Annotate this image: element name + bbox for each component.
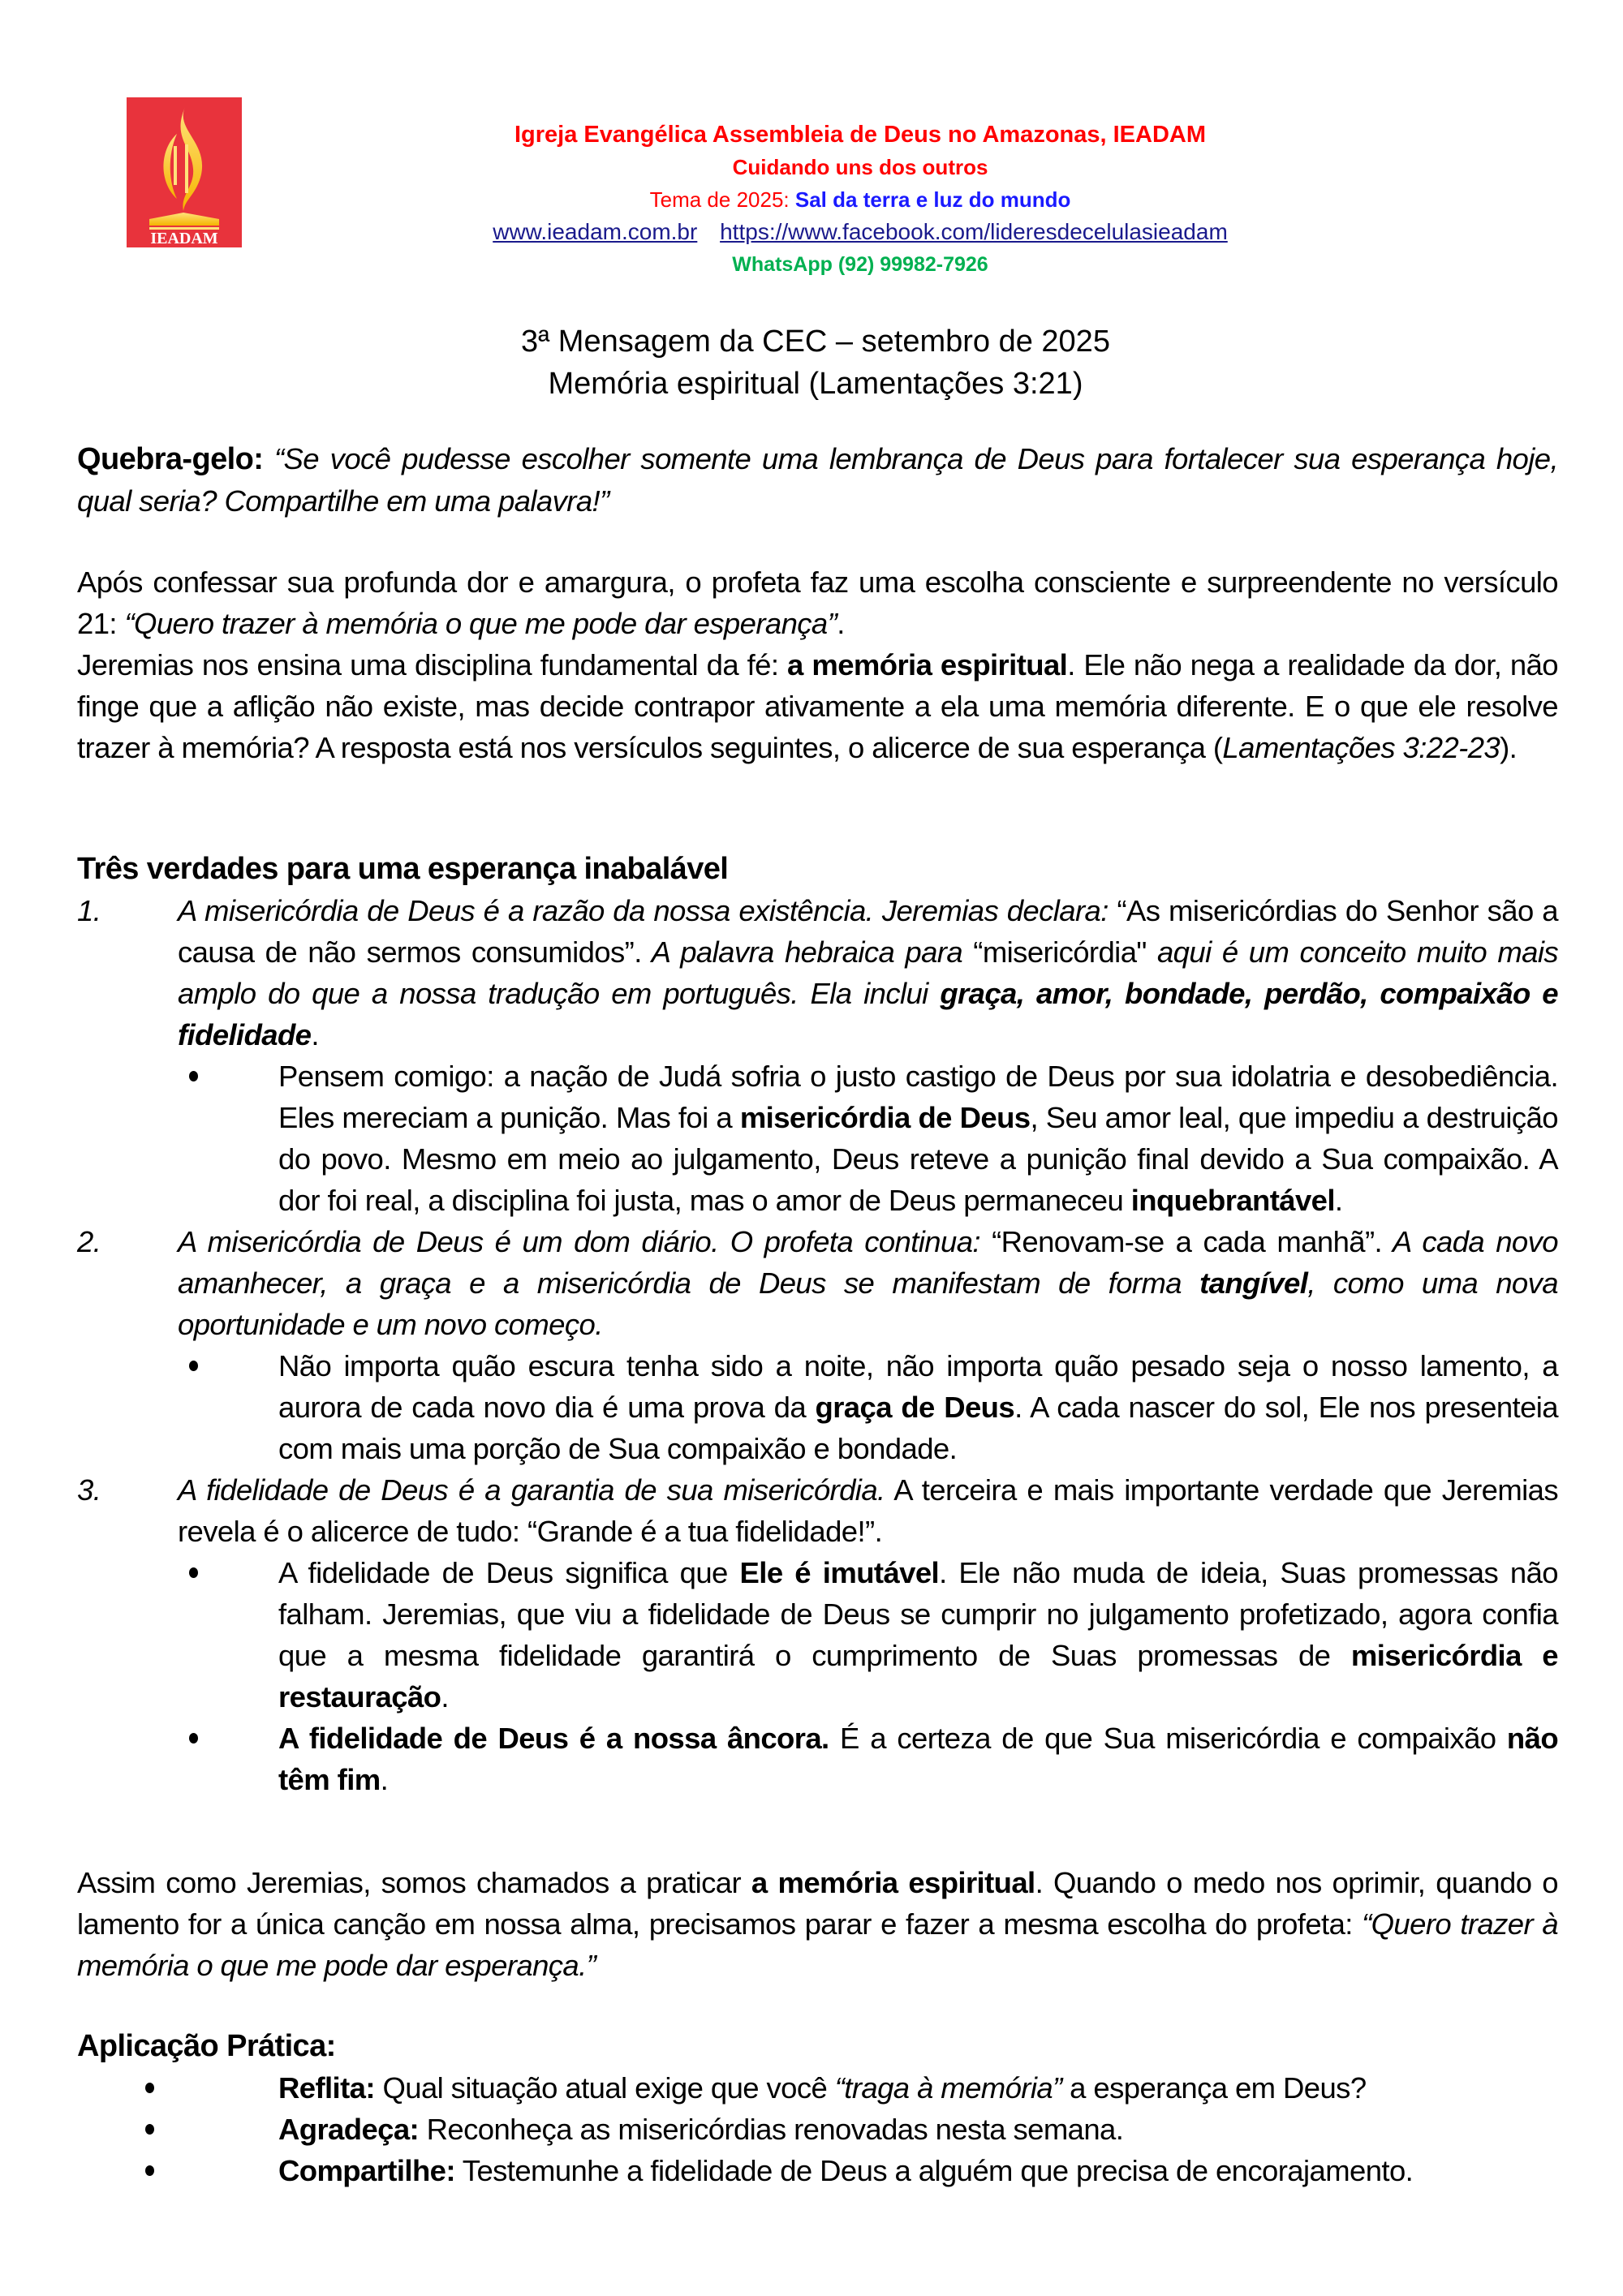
title-line-2: Memória espiritual (Lamentações 3:21) (548, 367, 1083, 401)
intro-section (77, 561, 1558, 768)
emphasis: a memória espiritual (751, 1866, 1035, 1899)
verse-quote: “Quero trazer à memória o que me pode dar esperança.” (77, 1907, 1558, 1982)
text: A palavra hebraica para (641, 935, 974, 969)
text: . (1374, 1225, 1383, 1258)
truth-item-3 (77, 1469, 1558, 1552)
emphasis: graça de Deus (815, 1391, 1015, 1424)
truth-item-1 (77, 890, 1558, 1056)
text: . Quando o medo nos oprimir, quando o lamento for a única canção em nossa alma, precisamos parar e fazer a mesma escolha do profeta: (77, 1866, 1558, 1941)
text: A terceira e mais importante verdade que Jeremias revela é o alicerce de tudo: “Grande é a tua fidelidade!”. (178, 1473, 1558, 1548)
item-number: 2. (77, 1225, 101, 1258)
bullet-icon (178, 1056, 278, 1097)
theme (292, 183, 1428, 216)
quote: “Renovam-se a cada manhã” (992, 1225, 1375, 1258)
emphasis: graça, amor, bondade, perdão, compaixão e fidelidade (178, 977, 1558, 1051)
bullet-icon (134, 2067, 235, 2109)
emphasis: misericórdia e restauração (278, 1639, 1559, 1713)
conclusion (77, 1862, 1558, 1986)
item-label: Reflita: (278, 2071, 375, 2105)
bullet-icon (178, 1345, 278, 1387)
bullet-icon (134, 2150, 235, 2191)
whatsapp-contact: WhatsApp (92) 99982-7926 (732, 253, 988, 276)
ieadam-logo (127, 97, 242, 247)
logo-text: IEADAM (150, 230, 218, 247)
text: A fidelidade de Deus é a garantia de sua misericórdia. (178, 1473, 885, 1507)
text: Qual situação atual exige que você (374, 2071, 835, 2105)
church-header (292, 118, 1428, 281)
text: aqui é um conceito muito mais amplo do que a nossa tradução em português. Ela inclui (178, 935, 1558, 1010)
item-number: 1. (77, 894, 101, 927)
text: a esperança em Deus? (1061, 2071, 1367, 2105)
bullet-item (77, 1345, 1558, 1469)
section-heading: Três verdades para uma esperança inabalável (77, 852, 729, 886)
application-item-thank (77, 2109, 1558, 2150)
bullet-item (77, 1056, 1558, 1221)
text: Testemunhe a fidelidade de Deus a alguém que precisa de encorajamento. (454, 2154, 1414, 2187)
text: A cada novo amanhecer, a graça e a misericórdia de Deus se manifestam de forma (178, 1225, 1558, 1300)
text: Após confessar sua profunda dor e amargura, o profeta faz uma escolha consciente e surpreendente no versículo 21: (77, 565, 1558, 640)
bullet-icon (178, 1718, 278, 1759)
verse-quote: “Quero trazer à memória o que me pode dar esperança” (124, 607, 837, 640)
theme-value: Sal da terra e luz do mundo (794, 187, 1071, 212)
emphasis: inquebrantável (1130, 1184, 1335, 1217)
icebreaker-label: Quebra-gelo: (77, 442, 264, 476)
text: Pensem comigo: a nação de Judá sofria o justo castigo de Deus por sua idolatria e desobediência. Eles mereciam a punição. Mas foi a (278, 1060, 1558, 1134)
bible-reference: Lamentações 3:22-23 (1222, 731, 1500, 764)
emphasis: tangível (1199, 1266, 1308, 1300)
bullet-icon (134, 2109, 235, 2150)
text: . (634, 935, 642, 969)
icebreaker-text: “Se você pudesse escolher somente uma lembrança de Deus para fortalecer sua esperança hoje, qual seria? Compartilhe em uma palavra!” (77, 442, 1558, 518)
truth-item-2 (77, 1221, 1558, 1345)
title-line-1: 3ª Mensagem da CEC – setembro de 2025 (521, 325, 1110, 359)
quote: “traga à memória” (834, 2071, 1062, 2105)
text: . (380, 1763, 389, 1796)
emphasis: a memória espiritual (787, 648, 1068, 681)
text: É a certeza de que Sua misericórdia e compaixão (829, 1722, 1507, 1755)
emphasis: Ele é imutável (739, 1556, 940, 1589)
icebreaker (77, 438, 1558, 522)
text: . (441, 1680, 449, 1713)
facebook-link[interactable]: https://www.facebook.com/lideresdecelulasieadam (720, 219, 1228, 244)
intro-paragraph-2 (77, 644, 1558, 768)
text: . (837, 607, 845, 640)
motto: Cuidando uns dos outros (732, 155, 988, 179)
bullet-item (77, 1552, 1558, 1718)
emphasis: não têm fim (278, 1722, 1559, 1796)
item-label: Agradeça: (278, 2113, 420, 2146)
bullet-icon (178, 1552, 278, 1593)
emphasis: A fidelidade de Deus é a nossa âncora. (278, 1722, 829, 1755)
application-item-share (77, 2150, 1558, 2191)
item-label: Compartilhe: (278, 2154, 455, 2187)
text: , Seu amor leal, que impediu a destruição do povo. Mesmo em meio ao julgamento, Deus reteve a punição final devido a Sua compaixão. A dor foi real, a disciplina foi justa, mas o amor de Deus permaneceu (278, 1101, 1558, 1217)
text: . A cada nascer do sol, Ele nos presenteia com mais uma porção de Sua compaixão e bondade. (278, 1391, 1559, 1465)
application-item-reflect (77, 2067, 1558, 2109)
text: A misericórdia de Deus é um dom diário. O profeta continua: (178, 1225, 992, 1258)
text: A misericórdia de Deus é a razão da nossa existência. Jeremias declara: (178, 894, 1117, 927)
theme-label: Tema de 2025: (649, 187, 790, 212)
section-heading: Aplicação Prática: (77, 2029, 336, 2063)
quote: “misericórdia" (973, 935, 1147, 969)
site-link[interactable]: www.ieadam.com.br (493, 219, 698, 244)
bullet-item (77, 1718, 1558, 1800)
emphasis: misericórdia de Deus (739, 1101, 1031, 1134)
links (292, 216, 1428, 248)
text: Assim como Jeremias, somos chamados a praticar (77, 1866, 751, 1899)
truths-section (77, 849, 1558, 1800)
text: . Ele não nega a realidade da dor, não finge que a aflição não existe, mas decide contrapor ativamente a ela uma memória diferente. E o que ele resolve trazer à memória? A resposta está nos versículos seguintes, o alicerce de sua esperança ( (77, 648, 1558, 764)
text: Reconheça as misericórdias renovadas nesta semana. (419, 2113, 1124, 2146)
text: Jeremias nos ensina uma disciplina fundamental da fé: (77, 648, 788, 681)
flame-book-icon (127, 97, 242, 247)
text: . (311, 1018, 319, 1051)
text: ). (1500, 731, 1518, 764)
text: , como uma nova oportunidade e um novo começo. (178, 1266, 1558, 1341)
practical-application (77, 2026, 1558, 2191)
quote: “As misericórdias do Senhor são a causa de não sermos consumidos” (178, 894, 1558, 969)
text: . (1334, 1184, 1343, 1217)
text: Não importa quão escura tenha sido a noite, não importa quão pesado seja o nosso lamento, a aurora de cada novo dia é uma prova da (278, 1349, 1558, 1424)
message-title (73, 320, 1558, 405)
item-number: 3. (77, 1473, 101, 1507)
intro-paragraph-1 (77, 561, 1558, 644)
org-name: Igreja Evangélica Assembleia de Deus no Amazonas, IEADAM (514, 122, 1207, 148)
text: . Ele não muda de ideia, Suas promessas não falham. Jeremias, que viu a fidelidade de Deus se cumprir no julgamento profetizado, agora confia que a mesma fidelidade garantirá o cumprimento de Suas promessas de (278, 1556, 1558, 1672)
text: A fidelidade de Deus significa que (278, 1556, 740, 1589)
